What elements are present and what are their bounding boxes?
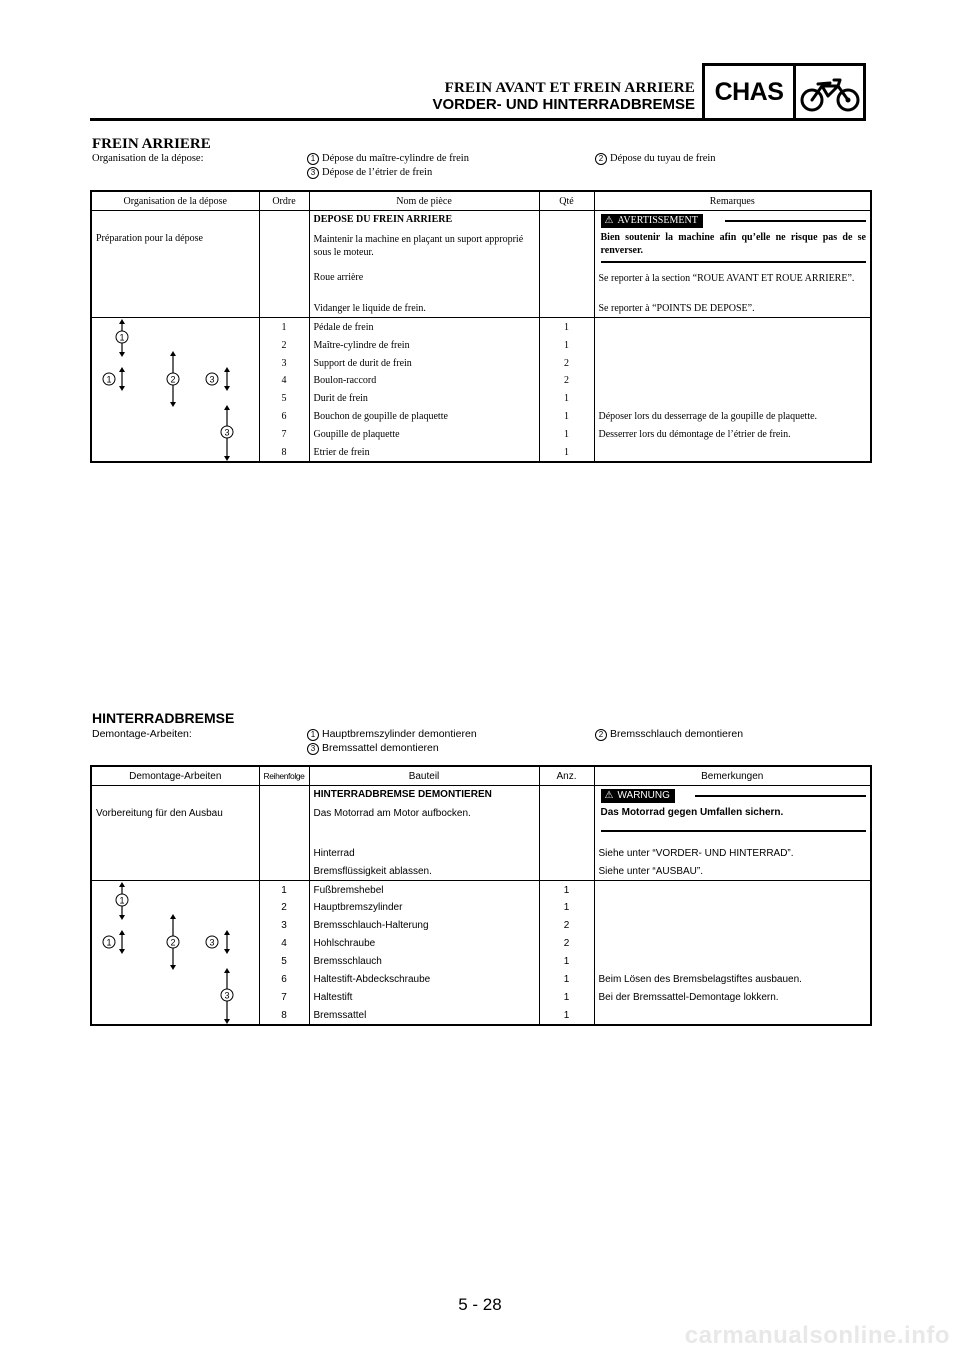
order-number: 6 xyxy=(259,970,309,988)
remark xyxy=(594,1006,871,1025)
warning-rule xyxy=(601,830,867,832)
header-title-fr: FREIN AVANT ET FREIN ARRIERE xyxy=(444,80,695,96)
col-header: Bauteil xyxy=(309,766,539,786)
quantity: 1 xyxy=(539,318,594,336)
part-name: Maître-cylindre de frein xyxy=(309,336,539,354)
col-header: Qté xyxy=(539,191,594,211)
col-header: Reihenfolge xyxy=(259,766,309,786)
part-name: Goupille de plaquette xyxy=(309,426,539,444)
order-number: 2 xyxy=(259,899,309,917)
remark: Bei der Bremssattel-Demontage lokkern. xyxy=(594,988,871,1006)
order-number: 4 xyxy=(259,372,309,390)
diagram-label: 3 xyxy=(209,374,215,385)
intro-item-fr-2: 2 Dépose du tuyau de frein xyxy=(595,152,716,166)
part-name: Durit de frein xyxy=(309,390,539,408)
removal-table-de xyxy=(90,765,872,1026)
part-name: Roue arrière xyxy=(309,270,539,300)
intro-item-de-3: 3 Bremssattel demontieren xyxy=(307,741,439,755)
part-name: Pédale de frein xyxy=(309,318,539,336)
remark xyxy=(594,881,871,899)
table-row xyxy=(91,881,871,899)
page-number: 5 - 28 xyxy=(458,1295,502,1314)
quantity: 2 xyxy=(539,935,594,953)
diagram-label: 1 xyxy=(119,332,125,343)
intro-label-fr: Organisation de la dépose: xyxy=(92,153,204,164)
col-header: Anz. xyxy=(539,766,594,786)
remark xyxy=(594,372,871,390)
order-number: 2 xyxy=(259,336,309,354)
intro-item-de-2: 2 Bremsschlauch demontieren xyxy=(595,727,743,741)
quantity: 1 xyxy=(539,970,594,988)
removal-order-diagram xyxy=(91,318,259,463)
motorcycle-icon xyxy=(796,66,863,118)
quantity: 1 xyxy=(539,1006,594,1025)
removal-table-fr xyxy=(90,190,872,463)
quantity: 2 xyxy=(539,372,594,390)
prep-org: Préparation pour la dépose xyxy=(91,229,259,270)
remark xyxy=(594,318,871,336)
warning-rule xyxy=(725,220,867,222)
remark xyxy=(594,953,871,971)
col-header: Nom de pièce xyxy=(309,191,539,211)
intro-item-fr-1: 1 Dépose du maître-cylindre de frein xyxy=(307,152,469,166)
diagram-label: 2 xyxy=(170,374,176,385)
section-title-fr: FREIN ARRIERE xyxy=(92,136,211,152)
remark: Se reporter à “POINTS DE DEPOSE”. xyxy=(594,300,871,318)
remark xyxy=(594,443,871,462)
part-name: Maintenir la machine en plaçant un suport approprié sous le moteur. xyxy=(309,229,539,270)
warning-label: ⚠ WARNUNG xyxy=(601,789,675,803)
remark xyxy=(594,390,871,408)
order-number: 8 xyxy=(259,443,309,462)
prep-org: Vorbereitung für den Ausbau xyxy=(91,804,259,845)
remark xyxy=(594,354,871,372)
col-header: Bemerkungen xyxy=(594,766,871,786)
part-name: Etrier de frein xyxy=(309,443,539,462)
quantity: 1 xyxy=(539,426,594,444)
table-row xyxy=(91,300,871,318)
part-name: Bouchon de goupille de plaquette xyxy=(309,408,539,426)
part-name: Bremssattel xyxy=(309,1006,539,1025)
watermark-footer xyxy=(0,1324,960,1358)
warning-icon: ⚠ xyxy=(604,790,614,801)
remark xyxy=(594,917,871,935)
diagram-label: 3 xyxy=(209,937,215,948)
remark: Siehe unter “AUSBAU”. xyxy=(594,862,871,880)
header-rule xyxy=(90,118,702,121)
intro-label-de: Demontage-Arbeiten: xyxy=(92,728,192,740)
prep-heading: DEPOSE DU FREIN ARRIERE xyxy=(309,211,539,229)
quantity: 1 xyxy=(539,988,594,1006)
table-row xyxy=(91,318,871,336)
warning-rule xyxy=(695,795,867,797)
part-name: Bremsflüssigkeit ablassen. xyxy=(309,862,539,880)
diagram-label: 1 xyxy=(106,374,112,385)
remark xyxy=(594,899,871,917)
section-title-de: HINTERRADBREMSE xyxy=(92,710,235,726)
part-name: Hinterrad xyxy=(309,845,539,863)
warning-icon: ⚠ xyxy=(604,215,614,226)
prep-heading: HINTERRADBREMSE DEMONTIEREN xyxy=(309,786,539,804)
part-name: Haltestift xyxy=(309,988,539,1006)
quantity: 2 xyxy=(539,917,594,935)
warning-label: ⚠ AVERTISSEMENT xyxy=(601,214,703,228)
quantity: 1 xyxy=(539,881,594,899)
diagram-label: 1 xyxy=(119,895,125,906)
table-row xyxy=(91,845,871,863)
order-number: 7 xyxy=(259,426,309,444)
quantity: 1 xyxy=(539,953,594,971)
col-header: Remarques xyxy=(594,191,871,211)
remark xyxy=(594,336,871,354)
order-number: 5 xyxy=(259,390,309,408)
diagram-label: 3 xyxy=(224,990,230,1001)
remark xyxy=(594,935,871,953)
order-number: 8 xyxy=(259,1006,309,1025)
quantity: 1 xyxy=(539,336,594,354)
chas-label: CHAS xyxy=(705,66,796,118)
order-number: 1 xyxy=(259,881,309,899)
table-header xyxy=(91,766,871,786)
order-number: 4 xyxy=(259,935,309,953)
remark: Se reporter à la section “ROUE AVANT ET ROUE ARRIERE”. xyxy=(594,270,871,300)
header-title-de: VORDER- UND HINTERRADBREMSE xyxy=(432,96,695,113)
part-name: Bremsschlauch-Halterung xyxy=(309,917,539,935)
table-row xyxy=(91,270,871,300)
warning-text: Das Motorrad gegen Umfallen sichern. xyxy=(600,807,784,818)
diagram-label: 1 xyxy=(106,937,112,948)
intro-item-de-1: 1 Hauptbremszylinder demontieren xyxy=(307,727,477,741)
part-name: Haltestift-Abdeckschraube xyxy=(309,970,539,988)
order-number: 5 xyxy=(259,953,309,971)
table-row xyxy=(91,211,871,229)
warning-text: Bien soutenir la machine afin qu’elle ne risque pas de se renverser. xyxy=(600,232,866,256)
table-row xyxy=(91,786,871,804)
intro-item-fr-3: 3 Dépose de l’étrier de frein xyxy=(307,166,432,180)
diagram-label: 3 xyxy=(224,427,230,438)
col-header: Demontage-Arbeiten xyxy=(91,766,259,786)
quantity: 1 xyxy=(539,899,594,917)
diagram-label: 2 xyxy=(170,937,176,948)
chas-badge xyxy=(702,63,866,121)
part-name: Das Motorrad am Motor aufbocken. xyxy=(309,804,539,845)
table-row xyxy=(91,862,871,880)
quantity: 2 xyxy=(539,354,594,372)
order-number: 1 xyxy=(259,318,309,336)
remark: Desserrer lors du démontage de l’étrier de frein. xyxy=(594,426,871,444)
part-name: Vidanger le liquide de frein. xyxy=(309,300,539,318)
remark: Déposer lors du desserrage de la goupille de plaquette. xyxy=(594,408,871,426)
warning-box xyxy=(599,211,867,265)
part-name: Hohlschraube xyxy=(309,935,539,953)
part-name: Bremsschlauch xyxy=(309,953,539,971)
quantity: 1 xyxy=(539,408,594,426)
removal-order-diagram xyxy=(91,881,259,1026)
quantity: 1 xyxy=(539,390,594,408)
order-number: 3 xyxy=(259,354,309,372)
remark: Beim Lösen des Bremsbelagstiftes ausbauen. xyxy=(594,970,871,988)
order-number: 6 xyxy=(259,408,309,426)
order-number: 3 xyxy=(259,917,309,935)
part-name: Support de durit de frein xyxy=(309,354,539,372)
watermark-text: carmanualsonline.info xyxy=(684,1322,950,1349)
order-number: 7 xyxy=(259,988,309,1006)
remark: Siehe unter “VORDER- UND HINTERRAD”. xyxy=(594,845,871,863)
part-name: Hauptbremszylinder xyxy=(309,899,539,917)
table-header xyxy=(91,191,871,211)
col-header: Ordre xyxy=(259,191,309,211)
warning-box xyxy=(599,786,867,840)
col-header: Organisation de la dépose xyxy=(91,191,259,211)
part-name: Boulon-raccord xyxy=(309,372,539,390)
quantity: 1 xyxy=(539,443,594,462)
warning-rule xyxy=(601,261,867,263)
part-name: Fußbremshebel xyxy=(309,881,539,899)
